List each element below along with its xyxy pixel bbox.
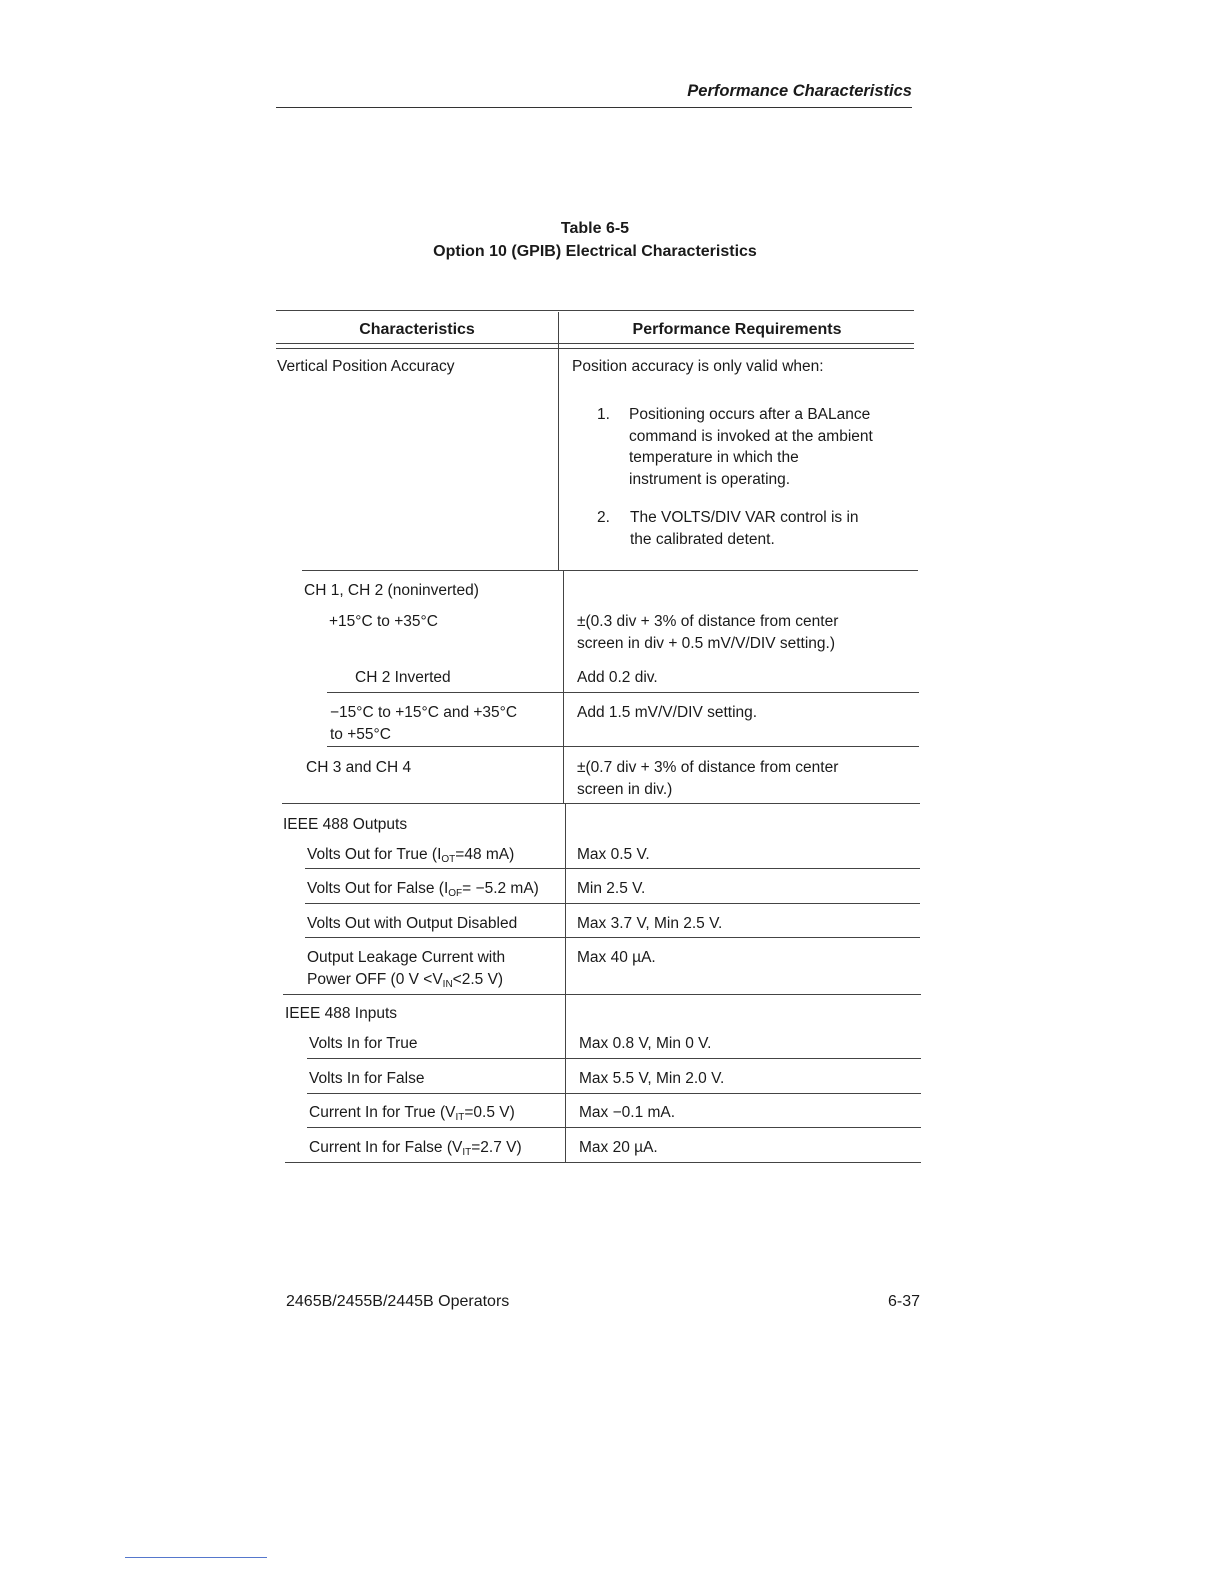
volts-in-false-label: Volts In for False: [309, 1070, 425, 1087]
temp1-requirement-line: screen in div + 0.5 mV/V/DIV setting.): [577, 634, 836, 652]
leakage-current-line: Output Leakage Current with: [307, 949, 506, 966]
header-rule-1: [276, 343, 914, 344]
condition-1-text: [629, 404, 873, 490]
leakage-current-label: [307, 947, 505, 990]
table-bottom-rule: [285, 1162, 921, 1163]
footer-page-number: 6-37: [887, 1293, 920, 1310]
ch2-inverted-label: CH 2 Inverted: [355, 669, 451, 686]
current-in-false-label: Current In for False ($V_{IT}=2.7$ V): [309, 1139, 522, 1158]
row-rule: [282, 803, 920, 804]
ch34-requirement: [577, 757, 838, 800]
row-rule: [283, 994, 921, 995]
scan-edge-line: [125, 1557, 267, 1558]
col-header-requirements: Performance Requirements: [632, 321, 842, 338]
condition-1-line: temperature in which the: [629, 449, 799, 466]
table-number: Table 6-5: [560, 220, 630, 237]
row-rule: [305, 903, 920, 904]
temp2-requirement: Add 1.5 mV/V/DIV setting.: [577, 704, 758, 721]
ch34-label: CH 3 and CH 4: [306, 759, 412, 776]
row-rule: [307, 1093, 921, 1094]
temp2-label-line: to +55°C: [330, 725, 391, 743]
row-rule: [327, 746, 919, 747]
volts-out-true-label: Volts Out for True ($I_{OT}=48$ mA): [307, 846, 515, 865]
volts-out-true-requirement: Max 0.5 V.: [577, 846, 650, 863]
leakage-current-line: Power OFF (0 $V <V_{IN}<2.5$ V): [307, 970, 504, 990]
condition-2-line: the calibrated detent.: [630, 530, 775, 548]
current-in-true-requirement: Max −0.1 mA.: [579, 1104, 676, 1121]
inputs-group-label: IEEE 488 Inputs: [285, 1005, 398, 1022]
output-disabled-label: Volts Out with Output Disabled: [307, 915, 518, 932]
volts-in-true-requirement: Max 0.8 V, Min 0 V.: [579, 1035, 712, 1052]
condition-1-line: instrument is operating.: [629, 470, 791, 488]
current-in-false-requirement: Max 20 µA.: [579, 1139, 658, 1156]
condition-1-number: 1.: [597, 406, 610, 423]
row-rule: [305, 937, 920, 938]
column-divider-bottom: [565, 804, 566, 1162]
temp1-label: +15°C to +35°C: [329, 613, 438, 630]
column-divider-top: [558, 312, 559, 570]
col-header-characteristics: Characteristics: [359, 321, 475, 338]
temp2-label-line: −15°C to +15°C and +35°C: [330, 704, 518, 721]
ch12-label: CH 1, CH 2 (noninverted): [304, 582, 479, 599]
condition-2-text: [630, 507, 859, 550]
output-disabled-requirement: Max 3.7 V, Min 2.5 V.: [577, 915, 723, 932]
row-rule: [307, 1058, 921, 1059]
volts-out-false-label: Volts Out for False ($I_{OF}= -5.2$ mA): [307, 880, 539, 899]
footer-manual-title: 2465B/2455B/2445B Operators: [286, 1293, 510, 1310]
condition-1-line: command is invoked at the ambient: [629, 427, 873, 445]
volts-out-false-requirement: Min 2.5 V.: [577, 880, 646, 897]
temp1-requirement: [577, 611, 838, 654]
temp2-label: [330, 702, 517, 745]
outputs-group-label: IEEE 488 Outputs: [283, 816, 408, 833]
leakage-current-requirement: Max 40 µA.: [577, 949, 656, 966]
vpa-label: Vertical Position Accuracy: [277, 358, 455, 375]
row-rule: [302, 570, 918, 571]
row-rule: [305, 868, 920, 869]
table-caption: Option 10 (GPIB) Electrical Characteristics: [433, 243, 757, 260]
condition-1-line: Positioning occurs after a BALance: [629, 406, 871, 423]
header-rule-2: [276, 348, 914, 349]
ch34-requirement-line: ±(0.7 div + 3% of distance from center: [577, 759, 839, 776]
table-top-rule: [276, 310, 914, 311]
vpa-intro: Position accuracy is only valid when:: [572, 358, 824, 375]
row-rule: [327, 692, 919, 693]
temp1-requirement-line: ±(0.3 div + 3% of distance from center: [577, 613, 839, 630]
volts-in-true-label: Volts In for True: [309, 1035, 418, 1052]
condition-2-line: The VOLTS/DIV VAR control is in: [630, 509, 859, 526]
ch34-requirement-line: screen in div.): [577, 780, 673, 798]
ch2-inverted-requirement: Add 0.2 div.: [577, 669, 658, 686]
current-in-true-label: Current In for True ($V_{IT}=0.5$ V): [309, 1104, 515, 1123]
column-divider-mid: [563, 570, 564, 804]
header-rule: [276, 107, 912, 108]
running-header: Performance Characteristics: [687, 82, 912, 100]
volts-in-false-requirement: Max 5.5 V, Min 2.0 V.: [579, 1070, 725, 1087]
condition-2-number: 2.: [597, 509, 610, 526]
row-rule: [307, 1127, 921, 1128]
